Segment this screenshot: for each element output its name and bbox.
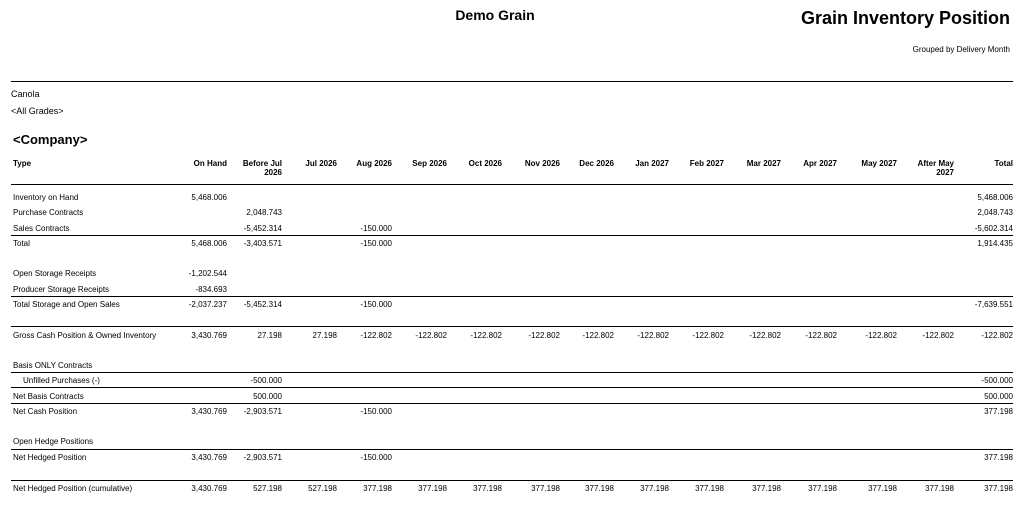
- table-cell: 2,048.743: [977, 208, 1013, 217]
- table-cell: -5,452.314: [243, 300, 282, 309]
- table-cell: 3,430.769: [191, 484, 227, 493]
- table-cell: -500.000: [981, 376, 1013, 385]
- table-cell: -7,639.551: [974, 300, 1013, 309]
- row-divider: [11, 480, 1013, 481]
- column-header: Oct 2026: [468, 159, 502, 168]
- table-cell: -122.802: [637, 331, 669, 340]
- column-header: Total: [994, 159, 1013, 168]
- table-cell: -1,202.544: [188, 269, 227, 278]
- row-label: Producer Storage Receipts: [13, 285, 110, 294]
- table-cell: 377.198: [984, 453, 1013, 462]
- table-cell: -122.802: [865, 331, 897, 340]
- table-cell: 377.198: [418, 484, 447, 493]
- grades-label: <All Grades>: [11, 106, 64, 116]
- table-cell: 3,430.769: [191, 331, 227, 340]
- row-label: Unfilled Purchases (-): [23, 376, 100, 385]
- column-header: Aug 2026: [356, 159, 392, 168]
- table-cell: -122.802: [470, 331, 502, 340]
- row-divider: [11, 184, 1013, 185]
- table-cell: -150.000: [360, 239, 392, 248]
- table-cell: 377.198: [585, 484, 614, 493]
- table-cell: -2,903.571: [243, 407, 282, 416]
- table-cell: 27.198: [312, 331, 337, 340]
- table-cell: -122.802: [749, 331, 781, 340]
- table-cell: 2,048.743: [246, 208, 282, 217]
- table-cell: -2,037.237: [188, 300, 227, 309]
- row-label: Purchase Contracts: [13, 208, 84, 217]
- column-header: Apr 2027: [803, 159, 837, 168]
- table-cell: 377.198: [752, 484, 781, 493]
- table-cell: -5,452.314: [243, 224, 282, 233]
- column-header: Feb 2027: [689, 159, 724, 168]
- row-label: Net Hedged Position (cumulative): [13, 484, 133, 493]
- table-cell: 3,430.769: [191, 453, 227, 462]
- table-cell: 500.000: [984, 392, 1013, 401]
- table-cell: 5,468.006: [191, 239, 227, 248]
- table-cell: 377.198: [531, 484, 560, 493]
- row-divider: [11, 387, 1013, 388]
- table-cell: -150.000: [360, 300, 392, 309]
- column-header-type: Type: [13, 159, 32, 168]
- table-cell: -122.802: [528, 331, 560, 340]
- table-cell: -122.802: [981, 331, 1013, 340]
- table-cell: 527.198: [308, 484, 337, 493]
- row-label: Open Hedge Positions: [13, 437, 94, 446]
- row-label: Net Basis Contracts: [13, 392, 84, 401]
- table-cell: -122.802: [922, 331, 954, 340]
- table-cell: -150.000: [360, 224, 392, 233]
- row-label: Net Hedged Position: [13, 453, 87, 462]
- table-cell: -122.802: [805, 331, 837, 340]
- table-cell: -3,403.571: [243, 239, 282, 248]
- row-label: Inventory on Hand: [13, 193, 79, 202]
- report-title: Grain Inventory Position: [800, 8, 1010, 28]
- section-title: <Company>: [13, 132, 88, 147]
- table-cell: 377.198: [473, 484, 502, 493]
- table-cell: 5,468.006: [191, 193, 227, 202]
- table-cell: -122.802: [360, 331, 392, 340]
- commodity-label: Canola: [11, 89, 40, 99]
- column-header: May 2027: [861, 159, 897, 168]
- table-cell: 377.198: [363, 484, 392, 493]
- row-label: Net Cash Position: [13, 407, 78, 416]
- column-header: Nov 2026: [524, 159, 560, 168]
- table-cell: 377.198: [984, 407, 1013, 416]
- column-header: Dec 2026: [579, 159, 614, 168]
- table-cell: 527.198: [253, 484, 282, 493]
- table-cell: -2,903.571: [243, 453, 282, 462]
- row-label: Total: [13, 239, 30, 248]
- row-label: Gross Cash Position & Owned Inventory: [13, 331, 157, 340]
- table-cell: -122.802: [692, 331, 724, 340]
- table-cell: 5,468.006: [977, 193, 1013, 202]
- table-cell: 1,914.435: [977, 239, 1013, 248]
- table-cell: -122.802: [582, 331, 614, 340]
- grouping-note: Grouped by Delivery Month: [912, 45, 1010, 54]
- table-cell: 377.198: [808, 484, 837, 493]
- table-cell: -834.693: [195, 285, 227, 294]
- table-cell: -150.000: [360, 453, 392, 462]
- table-cell: -150.000: [360, 407, 392, 416]
- table-cell: -500.000: [250, 376, 282, 385]
- header-divider: [11, 81, 1013, 82]
- column-header: Sep 2026: [412, 159, 447, 168]
- column-header: Mar 2027: [746, 159, 781, 168]
- column-header: After May 2027: [917, 159, 954, 177]
- row-divider: [11, 296, 1013, 297]
- column-header: Jul 2026: [305, 159, 337, 168]
- column-header: Jan 2027: [635, 159, 669, 168]
- table-cell: -122.802: [415, 331, 447, 340]
- row-divider: [11, 449, 1013, 450]
- table-cell: 377.198: [640, 484, 669, 493]
- row-label: Open Storage Receipts: [13, 269, 97, 278]
- row-divider: [11, 372, 1013, 373]
- row-divider: [11, 326, 1013, 327]
- column-header: On Hand: [193, 159, 227, 168]
- table-cell: 377.198: [925, 484, 954, 493]
- row-label: Sales Contracts: [13, 224, 70, 233]
- row-divider: [11, 235, 1013, 236]
- table-cell: 377.198: [868, 484, 897, 493]
- table-cell: -5,602.314: [974, 224, 1013, 233]
- row-label: Basis ONLY Contracts: [13, 361, 93, 370]
- column-header: Before Jul 2026: [242, 159, 282, 177]
- table-cell: 377.198: [695, 484, 724, 493]
- table-cell: 377.198: [984, 484, 1013, 493]
- table-cell: 27.198: [257, 331, 282, 340]
- row-divider: [11, 403, 1013, 404]
- table-cell: 3,430.769: [191, 407, 227, 416]
- row-label: Total Storage and Open Sales: [13, 300, 120, 309]
- table-cell: 500.000: [253, 392, 282, 401]
- company-name: Demo Grain: [455, 7, 535, 23]
